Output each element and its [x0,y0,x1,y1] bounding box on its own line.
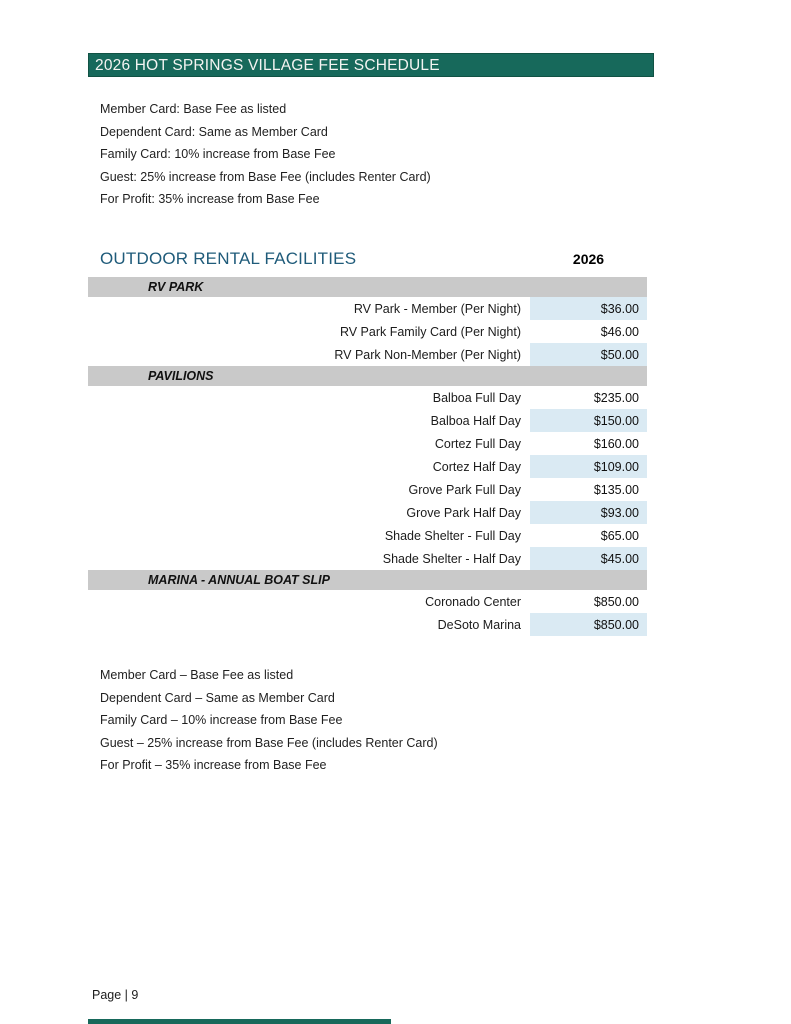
note-line: For Profit – 35% increase from Base Fee [100,758,327,773]
fee-row-value: $850.00 [593,594,639,609]
next-page-banner-edge [88,1019,391,1024]
fee-row-label: Cortez Half Day [432,459,521,474]
fee-row-value: $36.00 [530,297,647,320]
fee-row-value: $65.00 [600,528,639,543]
fee-row-value: $45.00 [530,547,647,570]
fee-row-label: RV Park Family Card (Per Night) [339,324,521,339]
fee-schedule-banner [88,53,654,77]
fee-row-label: Shade Shelter - Full Day [384,528,521,543]
fee-row-value: $93.00 [530,501,647,524]
note-line: Dependent Card: Same as Member Card [100,124,328,139]
facilities-heading-row [88,247,647,271]
fee-row [88,320,647,343]
fee-row-label: Cortez Full Day [434,436,521,451]
note-line: Guest – 25% increase from Base Fee (includes Renter Card) [100,735,438,750]
note-line: Dependent Card – Same as Member Card [100,690,335,705]
fee-row-value: $850.00 [530,613,647,636]
fee-row-value: $150.00 [530,409,647,432]
fee-row-label: Grove Park Half Day [406,505,521,520]
top-notes [100,98,431,211]
fee-row [88,455,647,478]
fee-row-label: Coronado Center [425,594,521,609]
fee-row [88,590,647,613]
fee-row [88,343,647,366]
fee-row [88,547,647,570]
fee-row-value: $46.00 [600,324,639,339]
fee-row-value: $50.00 [530,343,647,366]
section-header-row: RV PARK [88,277,647,297]
fee-row-label: RV Park Non-Member (Per Night) [334,347,521,362]
fee-row [88,501,647,524]
fee-row-label: DeSoto Marina [437,617,521,632]
fee-row-value: $109.00 [530,455,647,478]
fee-row-label: Shade Shelter - Half Day [382,551,521,566]
fee-row [88,613,647,636]
fee-row-label: RV Park - Member (Per Night) [353,301,521,316]
note-line: Guest: 25% increase from Base Fee (includes Renter Card) [100,169,431,184]
section-header-row: MARINA - ANNUAL BOAT SLIP [88,570,647,590]
fee-row-label: Balboa Full Day [432,390,521,405]
fee-row-value: $135.00 [593,482,639,497]
fee-row-value: $235.00 [593,390,639,405]
fee-row [88,297,647,320]
fee-table [88,277,647,636]
note-line: Family Card: 10% increase from Base Fee [100,147,336,162]
note-line: Family Card – 10% increase from Base Fee [100,713,343,728]
year-column-header: 2026 [572,251,605,267]
fee-row-label: Balboa Half Day [430,413,521,428]
fee-row [88,524,647,547]
fee-schedule-banner-title: 2026 HOT SPRINGS VILLAGE FEE SCHEDULE [95,57,440,74]
facilities-heading: OUTDOOR RENTAL FACILITIES [100,249,357,268]
fee-row [88,478,647,501]
fee-row [88,432,647,455]
note-line: Member Card – Base Fee as listed [100,668,294,682]
fee-row [88,386,647,409]
bottom-notes [100,664,438,777]
page-number: Page | 9 [92,988,139,1002]
section-header-row: PAVILIONS [88,366,647,386]
note-line: For Profit: 35% increase from Base Fee [100,192,320,207]
fee-row-label: Grove Park Full Day [408,482,521,497]
fee-row [88,409,647,432]
note-line: Member Card: Base Fee as listed [100,102,287,116]
fee-row-value: $160.00 [593,436,639,451]
